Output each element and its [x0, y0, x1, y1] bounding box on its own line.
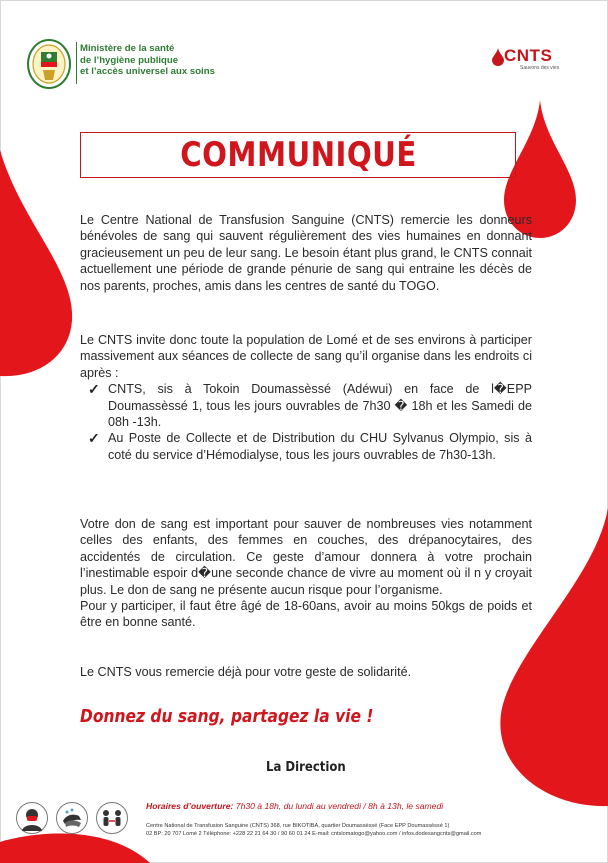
cnts-logo-tagline: Sauvons des vies [520, 65, 560, 71]
cnts-logo [488, 44, 578, 74]
title-box [80, 132, 516, 178]
opening-hours-value: 7h30 à 18h, du lundi au vendredi / 8h à 13h, le samedi [235, 801, 444, 811]
ministry-emblem-icon [26, 38, 72, 90]
ministry-divider [76, 42, 77, 84]
paragraph-1-text: Le Centre National de Transfusion Sanguine (CNTS) remercie les donneurs bénévoles de sang qui sauvent régulièrement des vies humaines en donnant gracieusement un peu de leur sang. Le besoin étant plus grand, le CNTS connait actuellement une période de grande pénurie de sang qui entraine les décès de nos parents, proches, amis dans les centres de santé du TOGO. [80, 213, 532, 293]
handwashing-icon [56, 802, 88, 834]
address-line-2: 02 BP: 20 707 Lomé 2 Téléphone: +228 22 21 64 30 / 90 60 01 24 E-mail: cntslomatogo@yahoo.com / infos.dodesangcnts@gmail.com [146, 831, 482, 837]
ministry-line-2: de l’hygiène publique [80, 54, 179, 66]
masked-person-icon [16, 802, 48, 834]
paragraph-invitation [80, 332, 532, 463]
location-text: Au Poste de Collecte et de Distribution du CHU Sylvanus Olympio, sis à coté du service d’Hémodialyse, tous les jours ouvrables de 7h30-13h. [108, 431, 532, 462]
page-title: COMMUNIQUÉ [179, 135, 417, 175]
cnts-drop-icon [492, 48, 504, 66]
paragraph-2-intro: Le CNTS invite donc toute la population de Lomé et de ses environs à participer massivement aux séances de collecte de sang qu’il organise dans les endroits ci après : [80, 333, 532, 380]
footer-address [146, 822, 481, 838]
location-list [80, 381, 532, 463]
blood-drop-left-icon [0, 150, 80, 380]
paragraph-closing [80, 664, 532, 680]
location-item [80, 430, 532, 463]
location-item [80, 381, 532, 430]
opening-hours [146, 801, 443, 811]
social-distance-icon [96, 802, 128, 834]
ministry-name [80, 43, 250, 78]
ministry-line-1: Ministère de la santé [80, 43, 175, 54]
slogan: Donnez du sang, partagez la vie ! [80, 706, 374, 727]
checkmark-icon: ✓ [88, 381, 100, 398]
address-line-1: Centre National de Transfusion Sanguine (CNTS) 368, rue BIKOTIBA, quartier Doumassèssé (Face EPP Doumassèssé 1) [146, 823, 450, 829]
location-text: CNTS, sis à Tokoin Doumassèssé (Adéwui) en face de l�EPP Doumassèssé 1, tous les jours ouvrables de 7h30 � 18h et les Samedi de 08h -13h. [108, 382, 532, 430]
cnts-logo-text: CNTS [504, 46, 553, 65]
paragraph-4-text: Le CNTS vous remercie déjà pour votre geste de solidarité. [80, 665, 412, 679]
paragraph-3b-text: Pour y participer, il faut être âgé de 18-60ans, avoir au moins 50kgs de poids et être en bonne santé. [80, 599, 532, 630]
opening-hours-label: Horaires d’ouverture: [146, 801, 234, 811]
paragraph-importance [80, 516, 532, 631]
signature: La Direction [266, 760, 346, 775]
paragraph-3-text: Votre don de sang est important pour sauver de nombreuses vies notamment celles des enfants, des femmes en couches, des drépanocytaires, des accidentés de circulation. Ce geste d’amour donnera à votre prochain l’inestimable espoir d�une seconde chance de vivre au moment où il n y croyait plus. Le don de sang ne présente aucun risque pour l’organisme. [80, 517, 532, 597]
paragraph-thanks [80, 212, 532, 294]
ministry-line-3: et l’accès universel aux soins [80, 66, 215, 77]
checkmark-icon: ✓ [88, 430, 100, 447]
